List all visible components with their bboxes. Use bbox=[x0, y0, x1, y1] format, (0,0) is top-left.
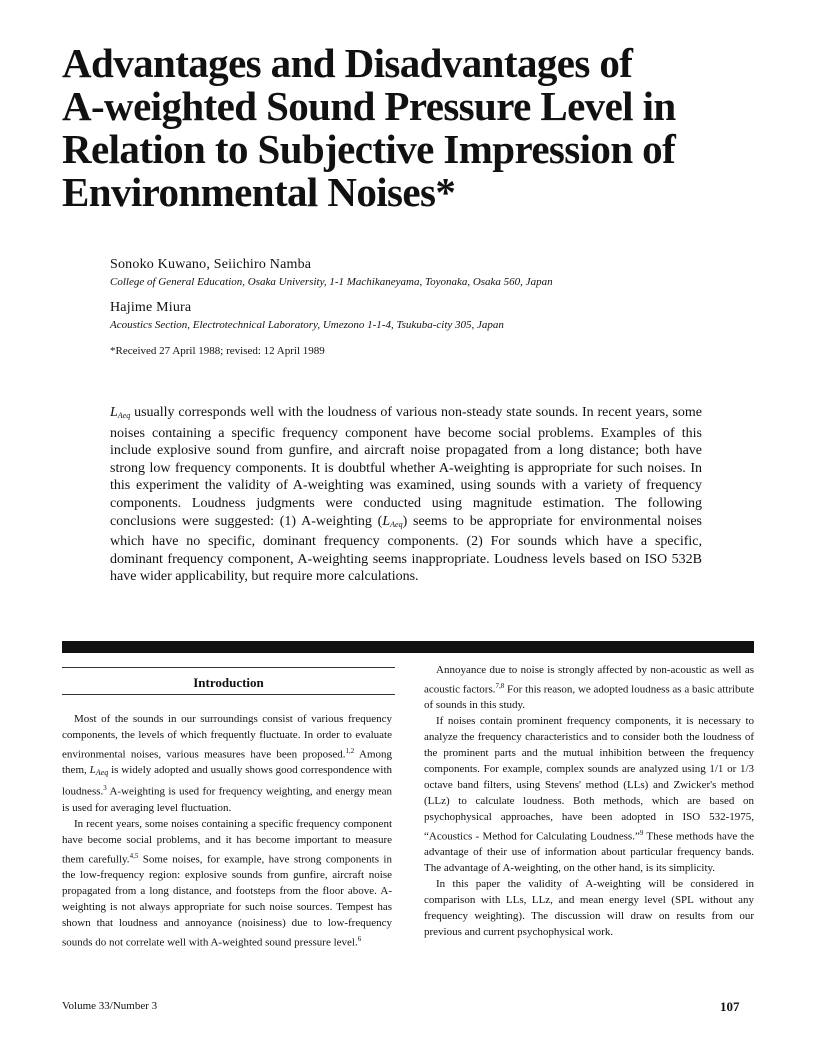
title-line: Relation to Subjective Impression of bbox=[62, 126, 676, 172]
section-heading: Introduction bbox=[193, 675, 264, 690]
author-names-1: Sonoko Kuwano, Seiichiro Namba bbox=[110, 257, 312, 272]
paragraph: Most of the sounds in our surroundings consist of various frequency components, the levels of which frequently fluctuate. In order to evaluate environmental noises, various measures have been proposed.$^{1,2}$ Among them, $L_{Aeq}$ is widely adopted and usually shows good correspondence with loudness.$^3$ A-weighting is used for frequency weighting, and energy mean is used for averaging level fluctuation. bbox=[62, 713, 392, 814]
page-number: 107 bbox=[720, 999, 740, 1014]
abstract bbox=[110, 404, 702, 586]
affiliation-1: College of General Education, Osaka University, 1-1 Machikaneyama, Toyonaka, Osaka 560, Japan bbox=[110, 276, 553, 288]
received-note: *Received 27 April 1988; revised: 12 April 1989 bbox=[110, 345, 325, 357]
heading-rule-top bbox=[62, 667, 395, 668]
laeq-symbol: $L_{Aeq}$ bbox=[382, 513, 403, 529]
paragraph: In recent years, some noises containing a specific frequency component have become social problems, and it has become important to measure them carefully.$^{4,5}$ Some noises, for example, have strong components in the low-frequency region: explosive sounds from gunfire, aircraft noise propagated from a long distance, and footsteps from the floor above. A-weighting is not always appropriate for such noise sources. Tempest has shown that loudness and annoyance (noisiness) due to low-frequency sounds do not correlate well with A-weighted sound pressure level.$^6$ bbox=[62, 817, 392, 949]
affiliation-2: Acoustics Section, Electrotechnical Laboratory, Umezono 1-1-4, Tsukuba-city 305, Japan bbox=[110, 319, 504, 331]
left-column bbox=[62, 712, 392, 951]
volume-footer: Volume 33/Number 3 bbox=[62, 1000, 158, 1012]
title-line: A-weighted Sound Pressure Level in bbox=[62, 83, 676, 129]
laeq-symbol: $L_{Aeq}$ bbox=[89, 764, 109, 778]
right-column bbox=[424, 663, 754, 941]
author-names-2: Hajime Miura bbox=[110, 300, 192, 315]
heading-rule-bottom bbox=[62, 694, 395, 695]
abstract-text: ) seems to be appropriate for environmental noises which have no specific, dominant frequency components. (2) For sounds which have a specific, dominant frequency component, A-weighting seems inappropriate. Loudness levels based on ISO 532B have wider applicability, but require more calculations. bbox=[110, 513, 702, 585]
abstract-text: usually corresponds well with the loudness of various non-steady state sounds. In recent years, some noises containing a specific frequency component have become social problems. Examples of this include explosive sound from gunfire, and aircraft noise propagated from a long distance; both have strong low frequency components. It is doubtful whether A-weighting is appropriate for such noises. In this experiment the validity of A-weighting was examined, using sounds with a variety of frequency components. Loudness judgments were conducted using magnitude estimation. The following conclusions were suggested: (1) A-weighting ( bbox=[110, 405, 702, 529]
title-line: Environmental Noises* bbox=[62, 169, 456, 215]
paper-title bbox=[62, 42, 762, 214]
author-block bbox=[110, 256, 750, 357]
title-line: Advantages and Disadvantages of bbox=[62, 40, 633, 86]
section-divider bbox=[62, 641, 754, 653]
laeq-symbol: $L_{Aeq}$ bbox=[110, 405, 131, 420]
paragraph: Annoyance due to noise is strongly affected by non-acoustic as well as acoustic factors.$^{7,8}$ For this reason, we adopted loudness as a basic attribute of sounds in this study. bbox=[424, 664, 754, 712]
paragraph: In this paper the validity of A-weighting will be considered in comparison with LLs, LLz, and mean energy level (SPL without any frequency weighting). The discussion will draw on results from our previous and current psychophysical work. bbox=[424, 878, 754, 938]
paragraph: If noises contain prominent frequency components, it is necessary to analyze the frequency characteristics and to consider both the loudness of the prominent parts and the mutual inhibition between the frequency components. For example, complex sounds are analyzed using 1/1 or 1/3 octave band filters, using Stevens' method (LLs) and Zwicker's method (LLz) to calculate loudness. Both methods, which are based on psychophysical approaches, have been adopted in ISO 532-1975, “Acoustics - Method for Calculating Loudness.”$^9$ These methods have the advantage of their use of information about particular frequency bands. The advantage of A-weighting, on the other hand, is its simplicity. bbox=[424, 715, 755, 875]
